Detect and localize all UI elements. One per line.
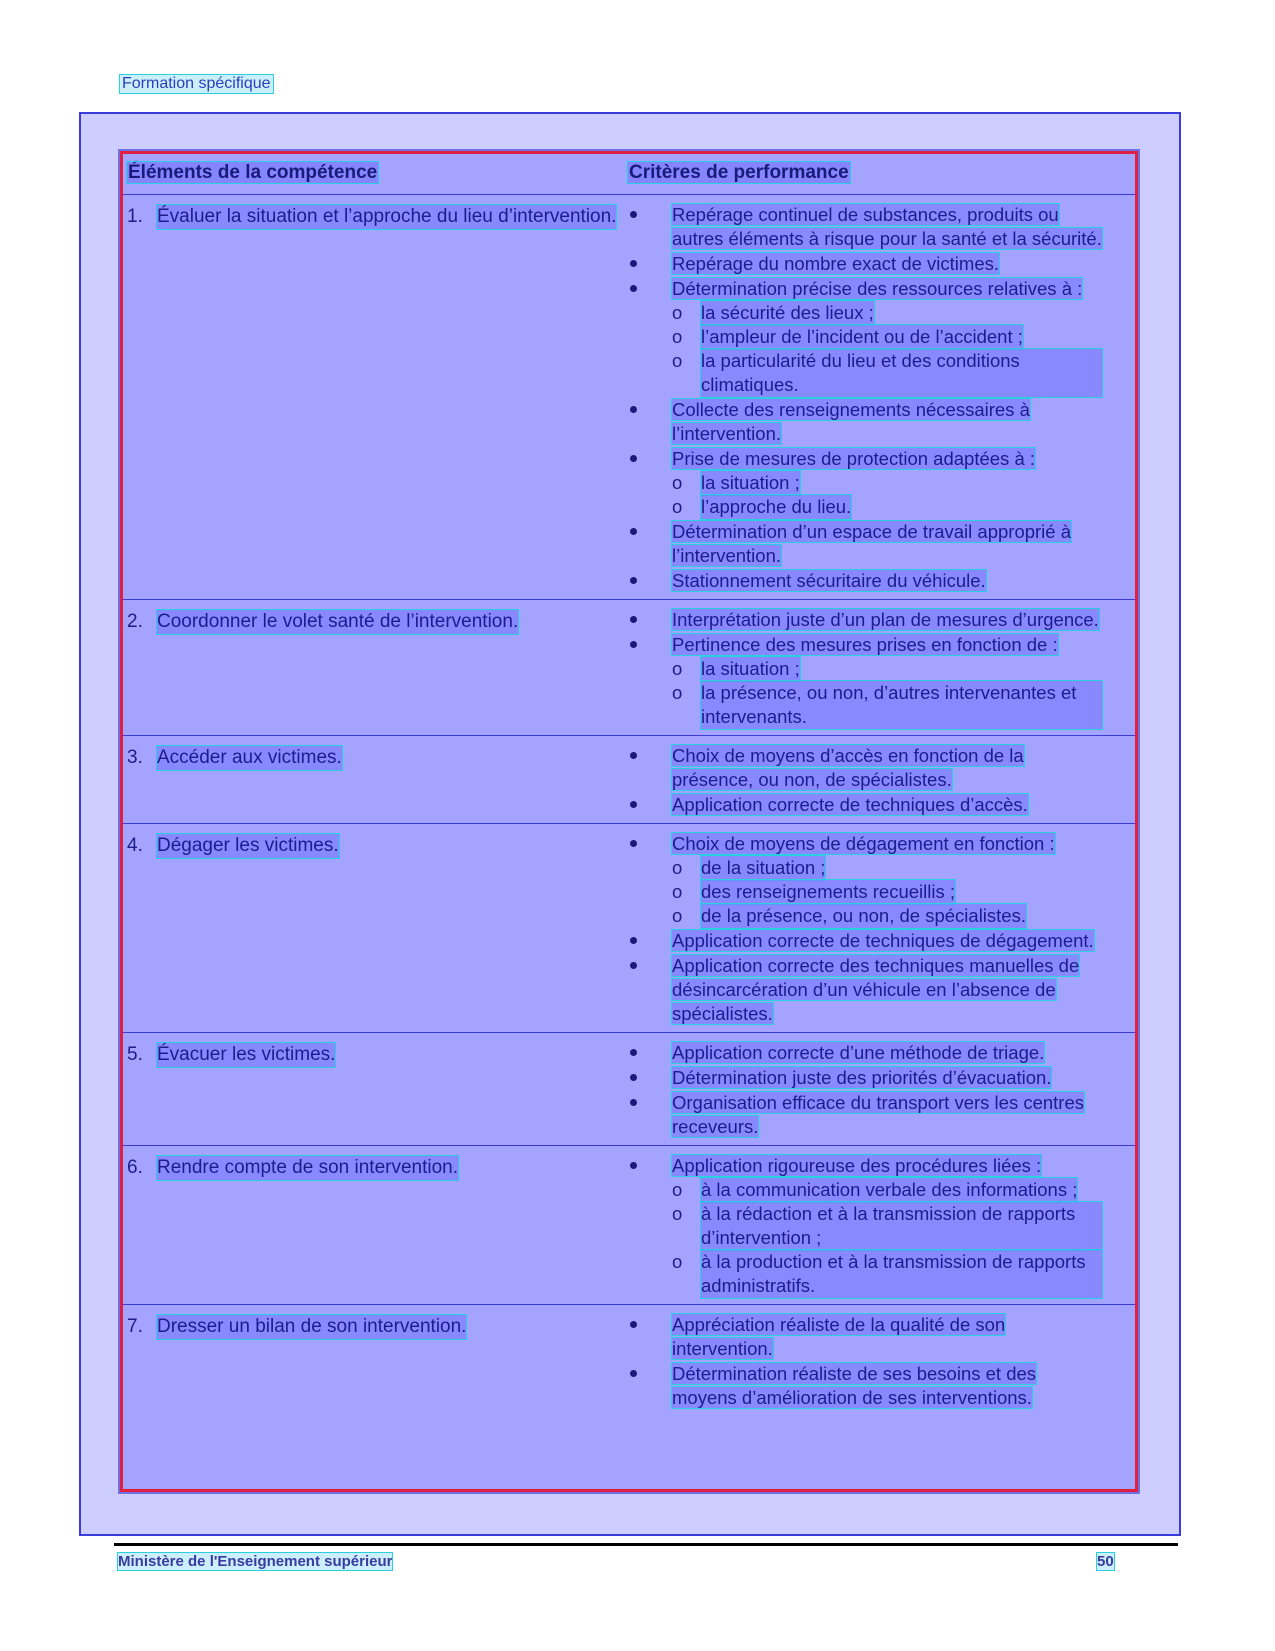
criterion-item [628,203,1135,251]
criterion-text: Application correcte de techniques d’accès. [672,794,1028,815]
column-header-criteria [628,154,1135,195]
criterion-item [628,633,1135,729]
sub-criteria-list [672,1178,1102,1298]
criterion-text: Stationnement sécuritaire du véhicule. [672,570,986,591]
table-row [123,195,1135,600]
criteria-cell [628,195,1135,600]
circle-bullet-icon: o [672,881,683,902]
criterion-item [628,954,1135,1026]
circle-bullet-icon: o [672,682,683,703]
bullet-icon [628,1362,672,1410]
element-cell [123,1305,628,1417]
criterion-item [628,447,1135,519]
sub-criterion-item [672,349,1102,397]
element-cell [123,1033,628,1146]
sub-criterion-text: à la communication verbale des informations ; [701,1179,1078,1200]
bullet-icon [628,954,672,1026]
bullet-icon [628,277,672,397]
criterion-item [628,1041,1135,1065]
sub-criterion-text: l’ampleur de l’incident ou de l’accident ; [701,326,1023,347]
element-text: Dresser un bilan de son intervention. [157,1316,467,1337]
element-number: 2. [127,611,143,632]
criterion-item [628,929,1135,953]
sub-criterion-text: des renseignements recueillis ; [701,881,955,902]
criterion-text: Détermination précise des ressources relatives à : [672,278,1083,299]
criterion-item [628,1091,1135,1139]
criterion-text: Choix de moyens d’accès en fonction de la présence, ou non, de spécialistes. [672,745,1024,790]
circle-bullet-icon: o [672,1179,683,1200]
criterion-item [628,793,1135,817]
table-body [123,195,1135,1417]
sub-criterion-item [672,471,1102,495]
criterion-text: Appréciation réaliste de la qualité de son intervention. [672,1314,1006,1359]
page-number: 50 [1097,1553,1114,1570]
criteria-list [628,1313,1135,1410]
sub-criterion-text: la situation ; [701,658,800,679]
competence-table-box [120,151,1138,1492]
bullet-icon [628,569,672,593]
table-row [123,1146,1135,1305]
circle-bullet-icon: o [672,472,683,493]
competence-table [123,154,1135,1416]
sub-criterion-text: la particularité du lieu et des conditions climatiques. [701,349,1102,397]
element-text: Coordonner le volet santé de l’intervention. [157,611,519,632]
sub-criterion-item [672,1178,1102,1202]
element-cell [123,195,628,600]
element-text: Évacuer les victimes. [157,1044,336,1065]
element-number: 6. [127,1157,143,1178]
criterion-text: Repérage du nombre exact de victimes. [672,253,1000,274]
bullet-icon [628,447,672,519]
sub-criterion-text: l’approche du lieu. [701,496,852,517]
sub-criterion-text: à la production et à la transmission de rapports administratifs. [701,1250,1102,1298]
criterion-item [628,608,1135,632]
circle-bullet-icon: o [672,857,683,878]
element-text: Rendre compte de son intervention. [157,1157,459,1178]
element-number: 3. [127,747,143,768]
criterion-text: Application rigoureuse des procédures liées : [672,1155,1042,1176]
criterion-item [628,832,1135,928]
element-number: 4. [127,835,143,856]
criterion-text: Application correcte d’une méthode de triage. [672,1042,1045,1063]
criterion-item [628,520,1135,568]
criterion-text: Détermination réaliste de ses besoins et des moyens d’amélioration de ses interventions. [672,1363,1037,1408]
table-row [123,600,1135,736]
sub-criterion-text: à la rédaction et à la transmission de rapports d’intervention ; [701,1202,1102,1250]
sub-criterion-item [672,1202,1102,1250]
criterion-text: Détermination d’un espace de travail approprié à l’intervention. [672,521,1072,566]
criterion-item [628,1362,1135,1410]
criteria-list [628,744,1135,817]
criterion-text: Pertinence des mesures prises en fonction de : [672,634,1058,655]
bullet-icon [628,744,672,792]
sub-criterion-item [672,681,1102,729]
competence-element [123,1156,628,1180]
bullet-icon [628,1066,672,1090]
criterion-item [628,1066,1135,1090]
bullet-icon [628,520,672,568]
footer-rule [114,1543,1178,1546]
bullet-icon [628,633,672,729]
circle-bullet-icon: o [672,350,683,371]
competence-element [123,1315,628,1339]
competence-element [123,205,628,229]
element-cell [123,824,628,1033]
circle-bullet-icon: o [672,658,683,679]
column-header-criteria-text: Critères de performance [629,162,849,183]
bullet-icon [628,929,672,953]
criterion-text: Détermination juste des priorités d’évacuation. [672,1067,1052,1088]
competence-element [123,746,628,770]
criteria-cell [628,1033,1135,1146]
element-text: Dégager les victimes. [157,835,339,856]
sub-criterion-text: la situation ; [701,472,800,493]
sub-criterion-text: la présence, ou non, d’autres intervenantes et intervenants. [701,681,1102,729]
circle-bullet-icon: o [672,302,683,323]
criterion-text: Collecte des renseignements nécessaires à l’intervention. [672,399,1030,444]
criterion-item [628,277,1135,397]
sub-criterion-item [672,1250,1102,1298]
criterion-text: Choix de moyens de dégagement en fonction : [672,833,1055,854]
competence-element [123,1043,628,1067]
sub-criterion-item [672,856,1102,880]
column-header-elements-text: Éléments de la compétence [128,162,378,183]
element-cell [123,600,628,736]
criterion-text: Prise de mesures de protection adaptées à : [672,448,1036,469]
circle-bullet-icon: o [672,905,683,926]
criteria-cell [628,824,1135,1033]
criteria-cell [628,1305,1135,1417]
criteria-list [628,1041,1135,1139]
element-cell [123,1146,628,1305]
criteria-cell [628,736,1135,824]
bullet-icon [628,1154,672,1298]
bullet-icon [628,1041,672,1065]
criterion-item [628,1154,1135,1298]
sub-criterion-text: la sécurité des lieux ; [701,302,874,323]
sub-criteria-list [672,301,1102,397]
bullet-icon [628,203,672,251]
bullet-icon [628,793,672,817]
sub-criteria-list [672,471,1102,519]
running-header: Formation spécifique [122,75,271,92]
criteria-list [628,608,1135,729]
element-cell [123,736,628,824]
table-row [123,1033,1135,1146]
criteria-list [628,1154,1135,1298]
footer-publisher: Ministère de l'Enseignement supérieur [118,1553,393,1570]
bullet-icon [628,608,672,632]
sub-criteria-list [672,856,1102,928]
criterion-text: Application correcte de techniques de dégagement. [672,930,1094,951]
sub-criterion-item [672,325,1102,349]
circle-bullet-icon: o [672,1203,683,1224]
element-number: 7. [127,1316,143,1337]
bullet-icon [628,1313,672,1361]
criterion-item [628,569,1135,593]
column-header-elements [123,154,628,195]
criterion-text: Interprétation juste d’un plan de mesures d’urgence. [672,609,1099,630]
sub-criterion-item [672,495,1102,519]
criteria-cell [628,1146,1135,1305]
competence-element [123,834,628,858]
circle-bullet-icon: o [672,1251,683,1272]
bullet-icon [628,1091,672,1139]
criterion-item [628,398,1135,446]
element-text: Accéder aux victimes. [157,747,342,768]
element-number: 1. [127,206,143,227]
table-header-row [123,154,1135,195]
element-text: Évaluer la situation et l’approche du lieu d’intervention. [157,206,617,227]
sub-criterion-item [672,880,1102,904]
sub-criterion-item [672,301,1102,325]
criteria-cell [628,600,1135,736]
criterion-item [628,744,1135,792]
criteria-list [628,203,1135,593]
element-number: 5. [127,1044,143,1065]
criterion-item [628,252,1135,276]
sub-criteria-list [672,657,1102,729]
circle-bullet-icon: o [672,496,683,517]
competence-element [123,610,628,634]
sub-criterion-item [672,904,1102,928]
sub-criterion-item [672,657,1102,681]
table-row [123,736,1135,824]
sub-criterion-text: de la situation ; [701,857,826,878]
criterion-text: Organisation efficace du transport vers les centres receveurs. [672,1092,1085,1137]
bullet-icon [628,252,672,276]
table-row [123,824,1135,1033]
sub-criterion-text: de la présence, ou non, de spécialistes. [701,905,1026,926]
bullet-icon [628,398,672,446]
criterion-text: Repérage continuel de substances, produits ou autres éléments à risque pour la santé et la sécurité. [672,204,1102,249]
criterion-item [628,1313,1135,1361]
table-row [123,1305,1135,1417]
criterion-text: Application correcte des techniques manuelles de désincarcération d’un véhicule en l’absence de spécialistes. [672,955,1080,1024]
bullet-icon [628,832,672,928]
circle-bullet-icon: o [672,326,683,347]
criteria-list [628,832,1135,1026]
